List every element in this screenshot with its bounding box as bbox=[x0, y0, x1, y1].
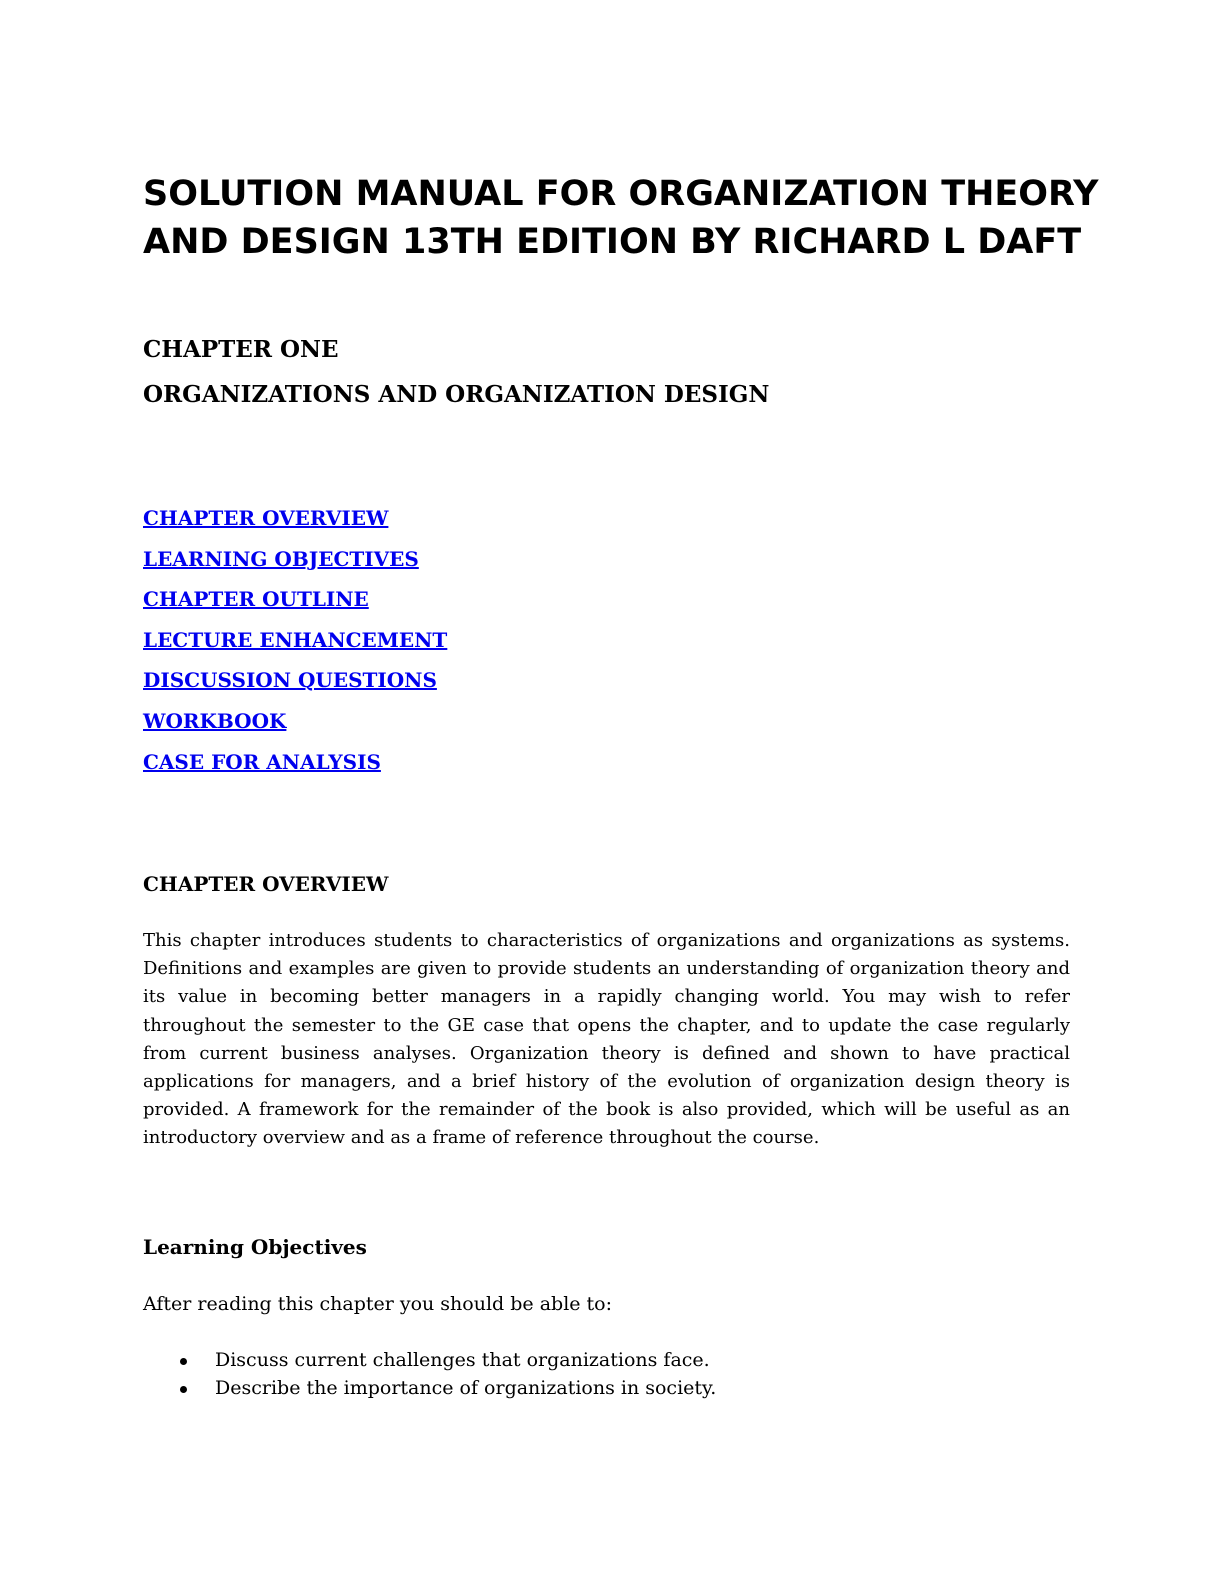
toc-link-chapter-outline[interactable]: CHAPTER OUTLINE bbox=[143, 587, 369, 612]
overview-paragraph: This chapter introduces students to characteristics of organizations and organizations as systems. Definitions and examples are given to provide students an understanding of organization theory and its value in becoming better managers in a rapidly changing world. You may wish to refer throughout the semester to the GE case that opens the chapter, and to update the case regularly from current business analyses. Organization theory is defined and shown to have practical applications for managers, and a brief history of the evolution of organization design theory is provided. A framework for the remainder of the book is also provided, which will be useful as an introductory overview and as a frame of reference throughout the course. bbox=[143, 930, 1070, 1149]
document-title bbox=[143, 170, 1099, 266]
bullet-icon bbox=[180, 1358, 187, 1365]
title-line-2: AND DESIGN 13TH EDITION BY RICHARD L DAFT bbox=[143, 222, 1082, 262]
toc-link-lecture-enhancement[interactable]: LECTURE ENHANCEMENT bbox=[143, 627, 448, 652]
toc-item bbox=[143, 706, 447, 747]
list-item bbox=[143, 1374, 716, 1402]
toc-link-workbook[interactable]: WORKBOOK bbox=[143, 708, 287, 733]
list-item-text: Describe the importance of organizations in society. bbox=[215, 1377, 717, 1399]
list-item-text: Discuss current challenges that organizations face. bbox=[215, 1349, 710, 1371]
chapter-number: CHAPTER ONE bbox=[143, 336, 339, 363]
toc-item bbox=[143, 747, 447, 788]
objectives-intro: After reading this chapter you should be able to: bbox=[143, 1293, 613, 1315]
toc-item bbox=[143, 544, 447, 585]
chapter-name: ORGANIZATIONS AND ORGANIZATION DESIGN bbox=[143, 381, 770, 408]
toc-link-discussion-questions[interactable]: DISCUSSION QUESTIONS bbox=[143, 668, 437, 693]
table-of-contents bbox=[143, 503, 447, 787]
title-line-1: SOLUTION MANUAL FOR ORGANIZATION THEORY bbox=[143, 174, 1099, 214]
toc-link-case-for-analysis[interactable]: CASE FOR ANALYSIS bbox=[143, 749, 381, 774]
list-item bbox=[143, 1346, 716, 1374]
toc-link-learning-objectives[interactable]: LEARNING OBJECTIVES bbox=[143, 546, 419, 571]
toc-item bbox=[143, 503, 447, 544]
toc-item bbox=[143, 665, 447, 706]
objectives-list bbox=[143, 1346, 716, 1402]
toc-item bbox=[143, 625, 447, 666]
bullet-icon bbox=[180, 1386, 187, 1393]
objectives-heading: Learning Objectives bbox=[143, 1235, 367, 1259]
toc-item bbox=[143, 584, 447, 625]
overview-heading: CHAPTER OVERVIEW bbox=[143, 872, 389, 896]
toc-link-chapter-overview[interactable]: CHAPTER OVERVIEW bbox=[143, 506, 389, 530]
